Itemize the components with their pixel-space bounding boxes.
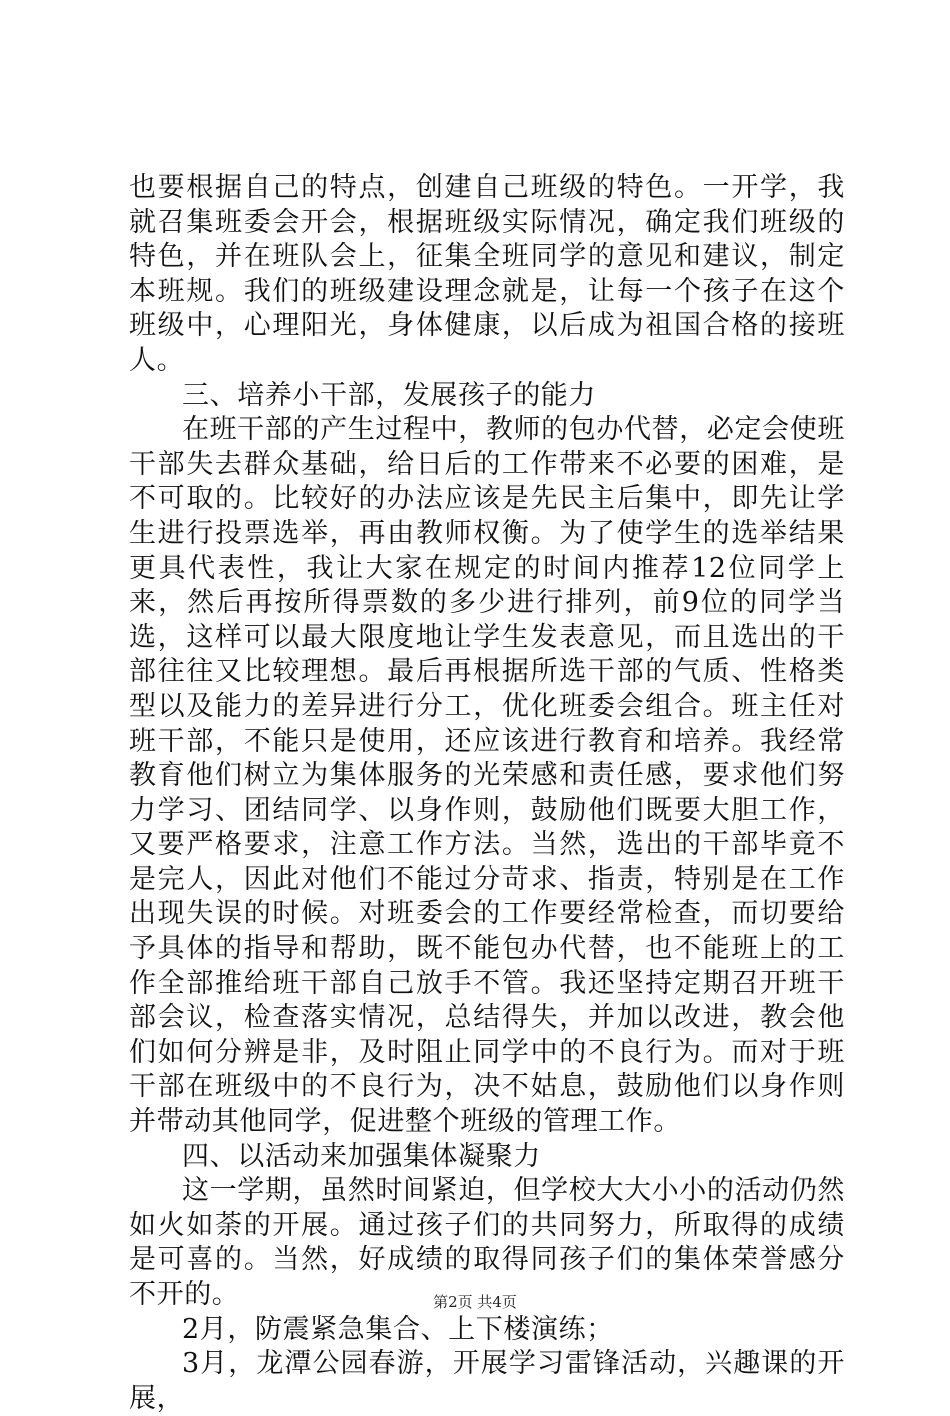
document-body xyxy=(129,171,845,1416)
paragraph-cadres: 在班干部的产生过程中，教师的包办代替，必定会使班干部失去群众基础，给日后的工作带来不必要的困难，是不可取的。比较好的办法应该是先民主后集中，即先让学生进行投票选举，再由教师权衡。为了使学生的选举结果更具代表性，我让大家在规定的时间内推荐12位同学上来，然后再按所得票数的多少进行排列，前9位的同学当选，这样可以最大限度地让学生发表意见，而且选出的干部往往又比较理想。最后再根据所选干部的气质、性格类型以及能力的差异进行分工，优化班委会组合。班主任对班干部，不能只是使用，还应该进行教育和培养。我经常教育他们树立为集体服务的光荣感和责任感，要求他们努力学习、团结同学、以身作则，鼓励他们既要大胆工作，又要严格要求，注意工作方法。当然，选出的干部毕竟不是完人，因此对他们不能过分苛求、指责，特别是在工作出现失误的时候。对班委会的工作要经常检查，而切要给予具体的指导和帮助，既不能包办代替，也不能班上的工作全部推给班干部自己放手不管。我还坚持定期召开班干部会议，检查落实情况，总结得失，并加以改进，教会他们如何分辨是非，及时阻止同学中的不良行为。而对于班干部在班级中的不良行为，决不姑息，鼓励他们以身作则并带动其他同学，促进整个班级的管理工作。 xyxy=(129,414,845,1138)
section-heading-activities: 四、以活动来加强集体凝聚力 xyxy=(182,1140,541,1172)
paragraph-class-features: 也要根据自己的特点，创建自己班级的特色。一开学，我就召集班委会开会，根据班级实际情况，确定我们班级的特色，并在班队会上，征集全班同学的意见和建议，制定本班规。我们的班级建设理念就是，让每一个孩子在这个班级中，心理阳光，身体健康，以后成为祖国合格的接班人。 xyxy=(129,172,845,376)
list-item-march: 3月，龙潭公园春游，开展学习雷锋活动，兴趣课的开展， xyxy=(129,1348,845,1414)
list-item-february: 2月，防震紧急集合、上下楼演练； xyxy=(182,1313,614,1345)
paragraph-activities: 这一学期，虽然时间紧迫，但学校大大小小的活动仍然如火如荼的开展。通过孩子们的共同努力，所取得的成绩是可喜的。当然，好成绩的取得同孩子们的集体荣誉感分不开的。 xyxy=(129,1175,845,1310)
section-heading-cadres: 三、培养小干部，发展孩子的能力 xyxy=(182,379,596,411)
page-number-footer: 第2页 共4页 xyxy=(433,1293,517,1311)
